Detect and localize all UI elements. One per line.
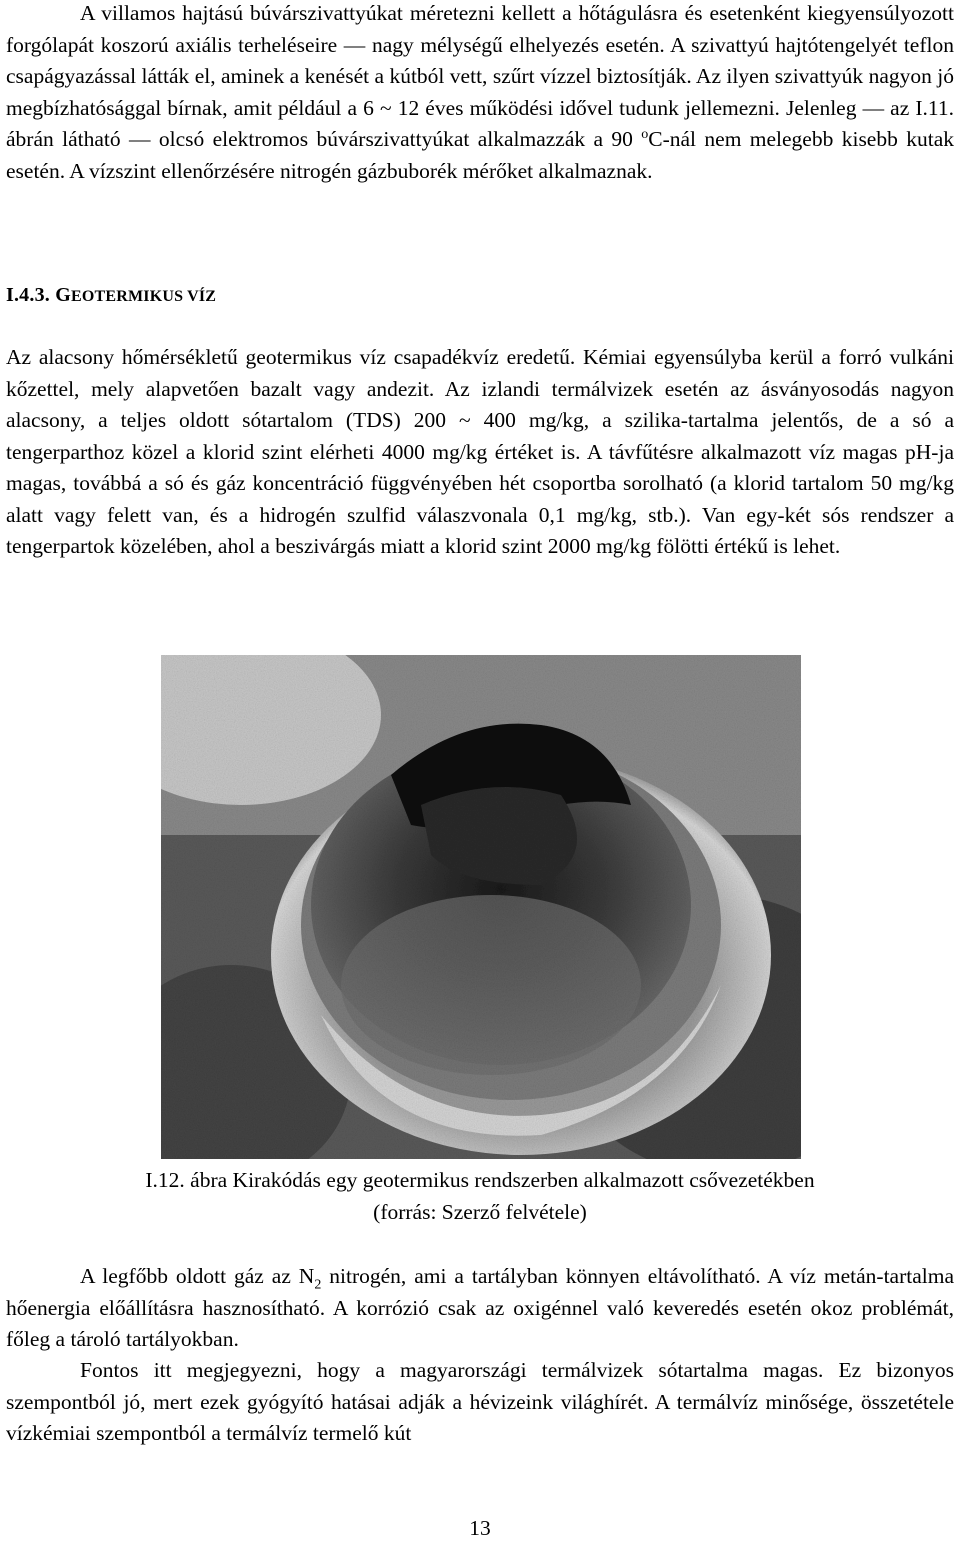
- figure-scaling-photo: [161, 655, 801, 1159]
- section-title: EOTERMIKUS VÍZ: [70, 288, 217, 305]
- paragraph-gas-text: A legfőbb oldott gáz az N: [80, 1264, 315, 1288]
- figure-caption: [6, 1165, 954, 1228]
- caption-title: I.12. ábra Kirakódás egy geotermikus rendszerben alkalmazott csővezetékben: [145, 1168, 815, 1192]
- paragraph-pumps-tail: C-nál nem melegebb kisebb kutak esetén. A vízszint ellenőrzésére nitrogén gázbuborék mérőket alkalmaznak.: [6, 127, 954, 183]
- paragraph-geothermal-water: Az alacsony hőmérsékletű geotermikus víz csapadékvíz eredetű. Kémiai egyensúlyba kerül a forró vulkáni kőzettel, mely alapvetően bazalt vagy andezit. Az izlandi termálvizek esetén az ásványosodás nagyon alacsony, a teljes oldott sótartalom (TDS) 200 ~ 400 mg/kg, a szilika-tartalma jelentős, de a só a tengerparthoz közel a klorid szint elérheti 4000 mg/kg értéket is. A távfűtésre alkalmazott víz magas pH-ja magas, továbbá a só és gáz koncentráció függvényében hét csoportba sorolható (a klorid tartalom 50 mg/kg alatt vagy felett van, és a hidrogén szulfid válaszvonala 0,1 mg/kg, stb.). Van egy-két sós rendszer a tengerpartok közelében, ahol a beszivárgás miatt a klorid szint 2000 mg/kg fölötti értékű is lehet.: [6, 345, 954, 558]
- section-number: I.4.3.: [6, 284, 50, 306]
- caption-source: (forrás: Szerző felvétele): [373, 1199, 587, 1224]
- section-title-initial: G: [55, 284, 71, 306]
- section-heading: [6, 280, 216, 313]
- pipe-scaling-photo: [161, 655, 801, 1159]
- subscript-2: 2: [314, 1277, 322, 1293]
- paragraph-hungarian-thermal: Fontos itt megjegyezni, hogy a magyarországi termálvizek sótartalma magas. Ez bizonyos szempontból jó, mert ezek gyógyító hatásai adják a hévizeink világhírét. A termálvíz minősége, összetétele vízkémiai szempontból a termálvíz termelő kút: [6, 1358, 954, 1445]
- degree-superscript: o: [641, 126, 649, 142]
- paragraph-gas-tail: nitrogén, ami a tartályban könnyen eltávolítható. A víz metán-tartalma hőenergia előállításra hasznosítható. A korrózió csak az oxigénnel való keveredés esetén okoz problémát, főleg a tároló tartályokban.: [6, 1264, 954, 1351]
- paragraph-dissolved-gas: [6, 1261, 954, 1356]
- page-number: 13: [469, 1516, 491, 1540]
- paragraph-pumps-text: A villamos hajtású búvárszivattyúkat méretezni kellett a hőtágulásra és esetenként kiegyensúlyozott forgólapát koszorú axiális terheléseire — nagy mélységű elhelyezés esetén. A szivattyú hajtótengelyét teflon csapágyazással látták el, aminek a kenését a kútból vett, szűrt vízzel biztosítják. Az ilyen szivattyúk nagyon jó megbízhatósággal bírnak, amit például a 6 ~ 12 éves működési idővel tudunk jellemezni. Jelenleg — az I.11. ábrán látható — olcsó elektromos búvárszivattyúkat alkalmazzák a 90: [6, 1, 954, 151]
- paragraph-pumps: [6, 0, 954, 187]
